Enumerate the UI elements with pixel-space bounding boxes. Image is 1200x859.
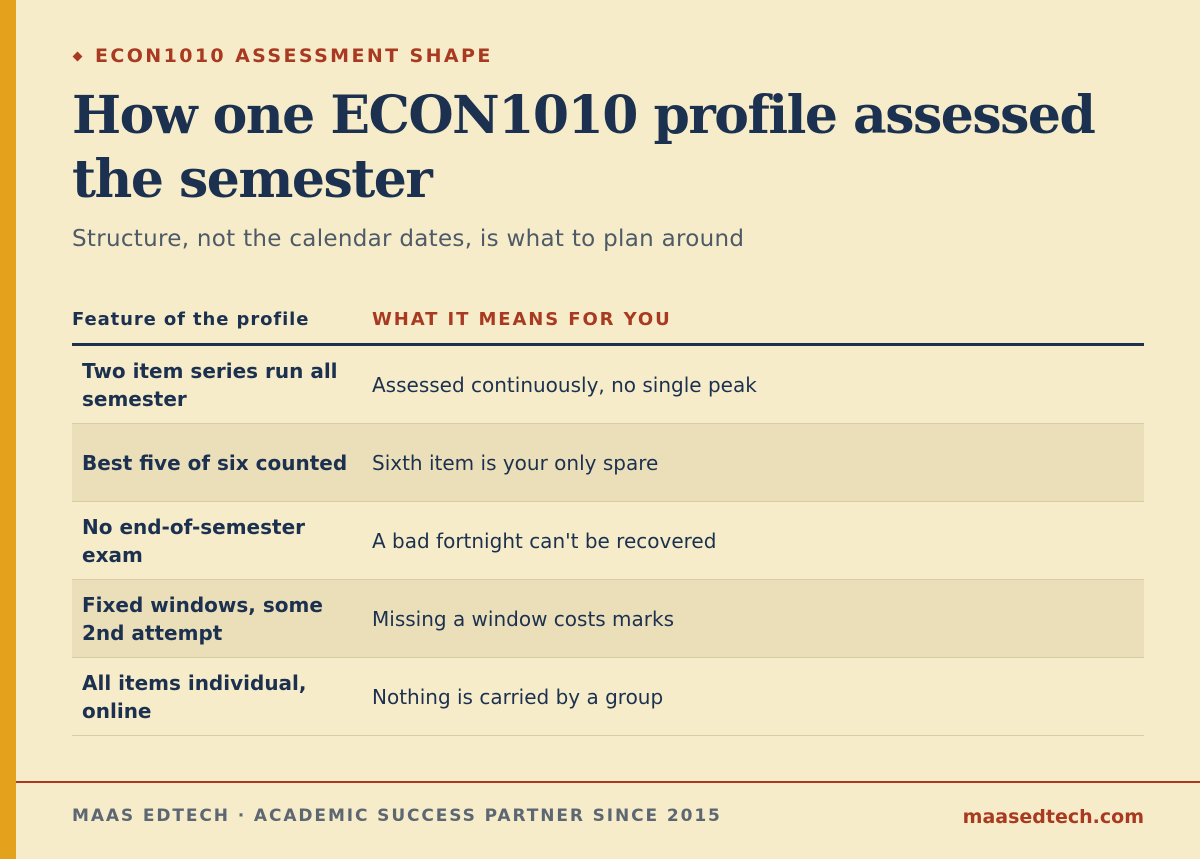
- footer-divider: [16, 781, 1200, 783]
- feature-cell: No end-of-semester exam: [82, 514, 306, 567]
- feature-cell: Best five of six counted: [82, 450, 348, 475]
- eyebrow: [72, 45, 493, 67]
- profile-table: [72, 296, 1144, 736]
- feature-cell: Fixed windows, some 2nd attempt: [82, 592, 323, 645]
- table-row: [72, 580, 1144, 658]
- meaning-cell: Nothing is carried by a group: [372, 684, 664, 709]
- table-row: [72, 346, 1144, 424]
- table-row: [72, 424, 1144, 502]
- column-header-meaning: WHAT IT MEANS FOR YOU: [372, 309, 672, 330]
- table-row: [72, 502, 1144, 580]
- meaning-cell: Assessed continuously, no single peak: [372, 372, 757, 397]
- left-accent-bar: [0, 0, 16, 859]
- page-title: How one ECON1010 profile assessed the semester: [72, 85, 1095, 210]
- footer-url: maasedtech.com: [962, 806, 1144, 828]
- meaning-cell: Sixth item is your only spare: [372, 450, 659, 475]
- table-header: [72, 296, 1144, 346]
- meaning-cell: Missing a window costs marks: [372, 606, 675, 631]
- feature-cell: All items individual, online: [82, 670, 307, 723]
- column-header-feature: Feature of the profile: [72, 309, 310, 330]
- footer-brand: MAAS EDTECH · ACADEMIC SUCCESS PARTNER SINCE 2015: [72, 806, 722, 826]
- feature-cell: Two item series run all semester: [82, 358, 338, 411]
- diamond-icon: [73, 51, 83, 61]
- page-subtitle: Structure, not the calendar dates, is what to plan around: [72, 226, 745, 252]
- eyebrow-label: ECON1010 ASSESSMENT SHAPE: [95, 45, 493, 67]
- meaning-cell: A bad fortnight can't be recovered: [372, 528, 717, 553]
- table-row: [72, 658, 1144, 736]
